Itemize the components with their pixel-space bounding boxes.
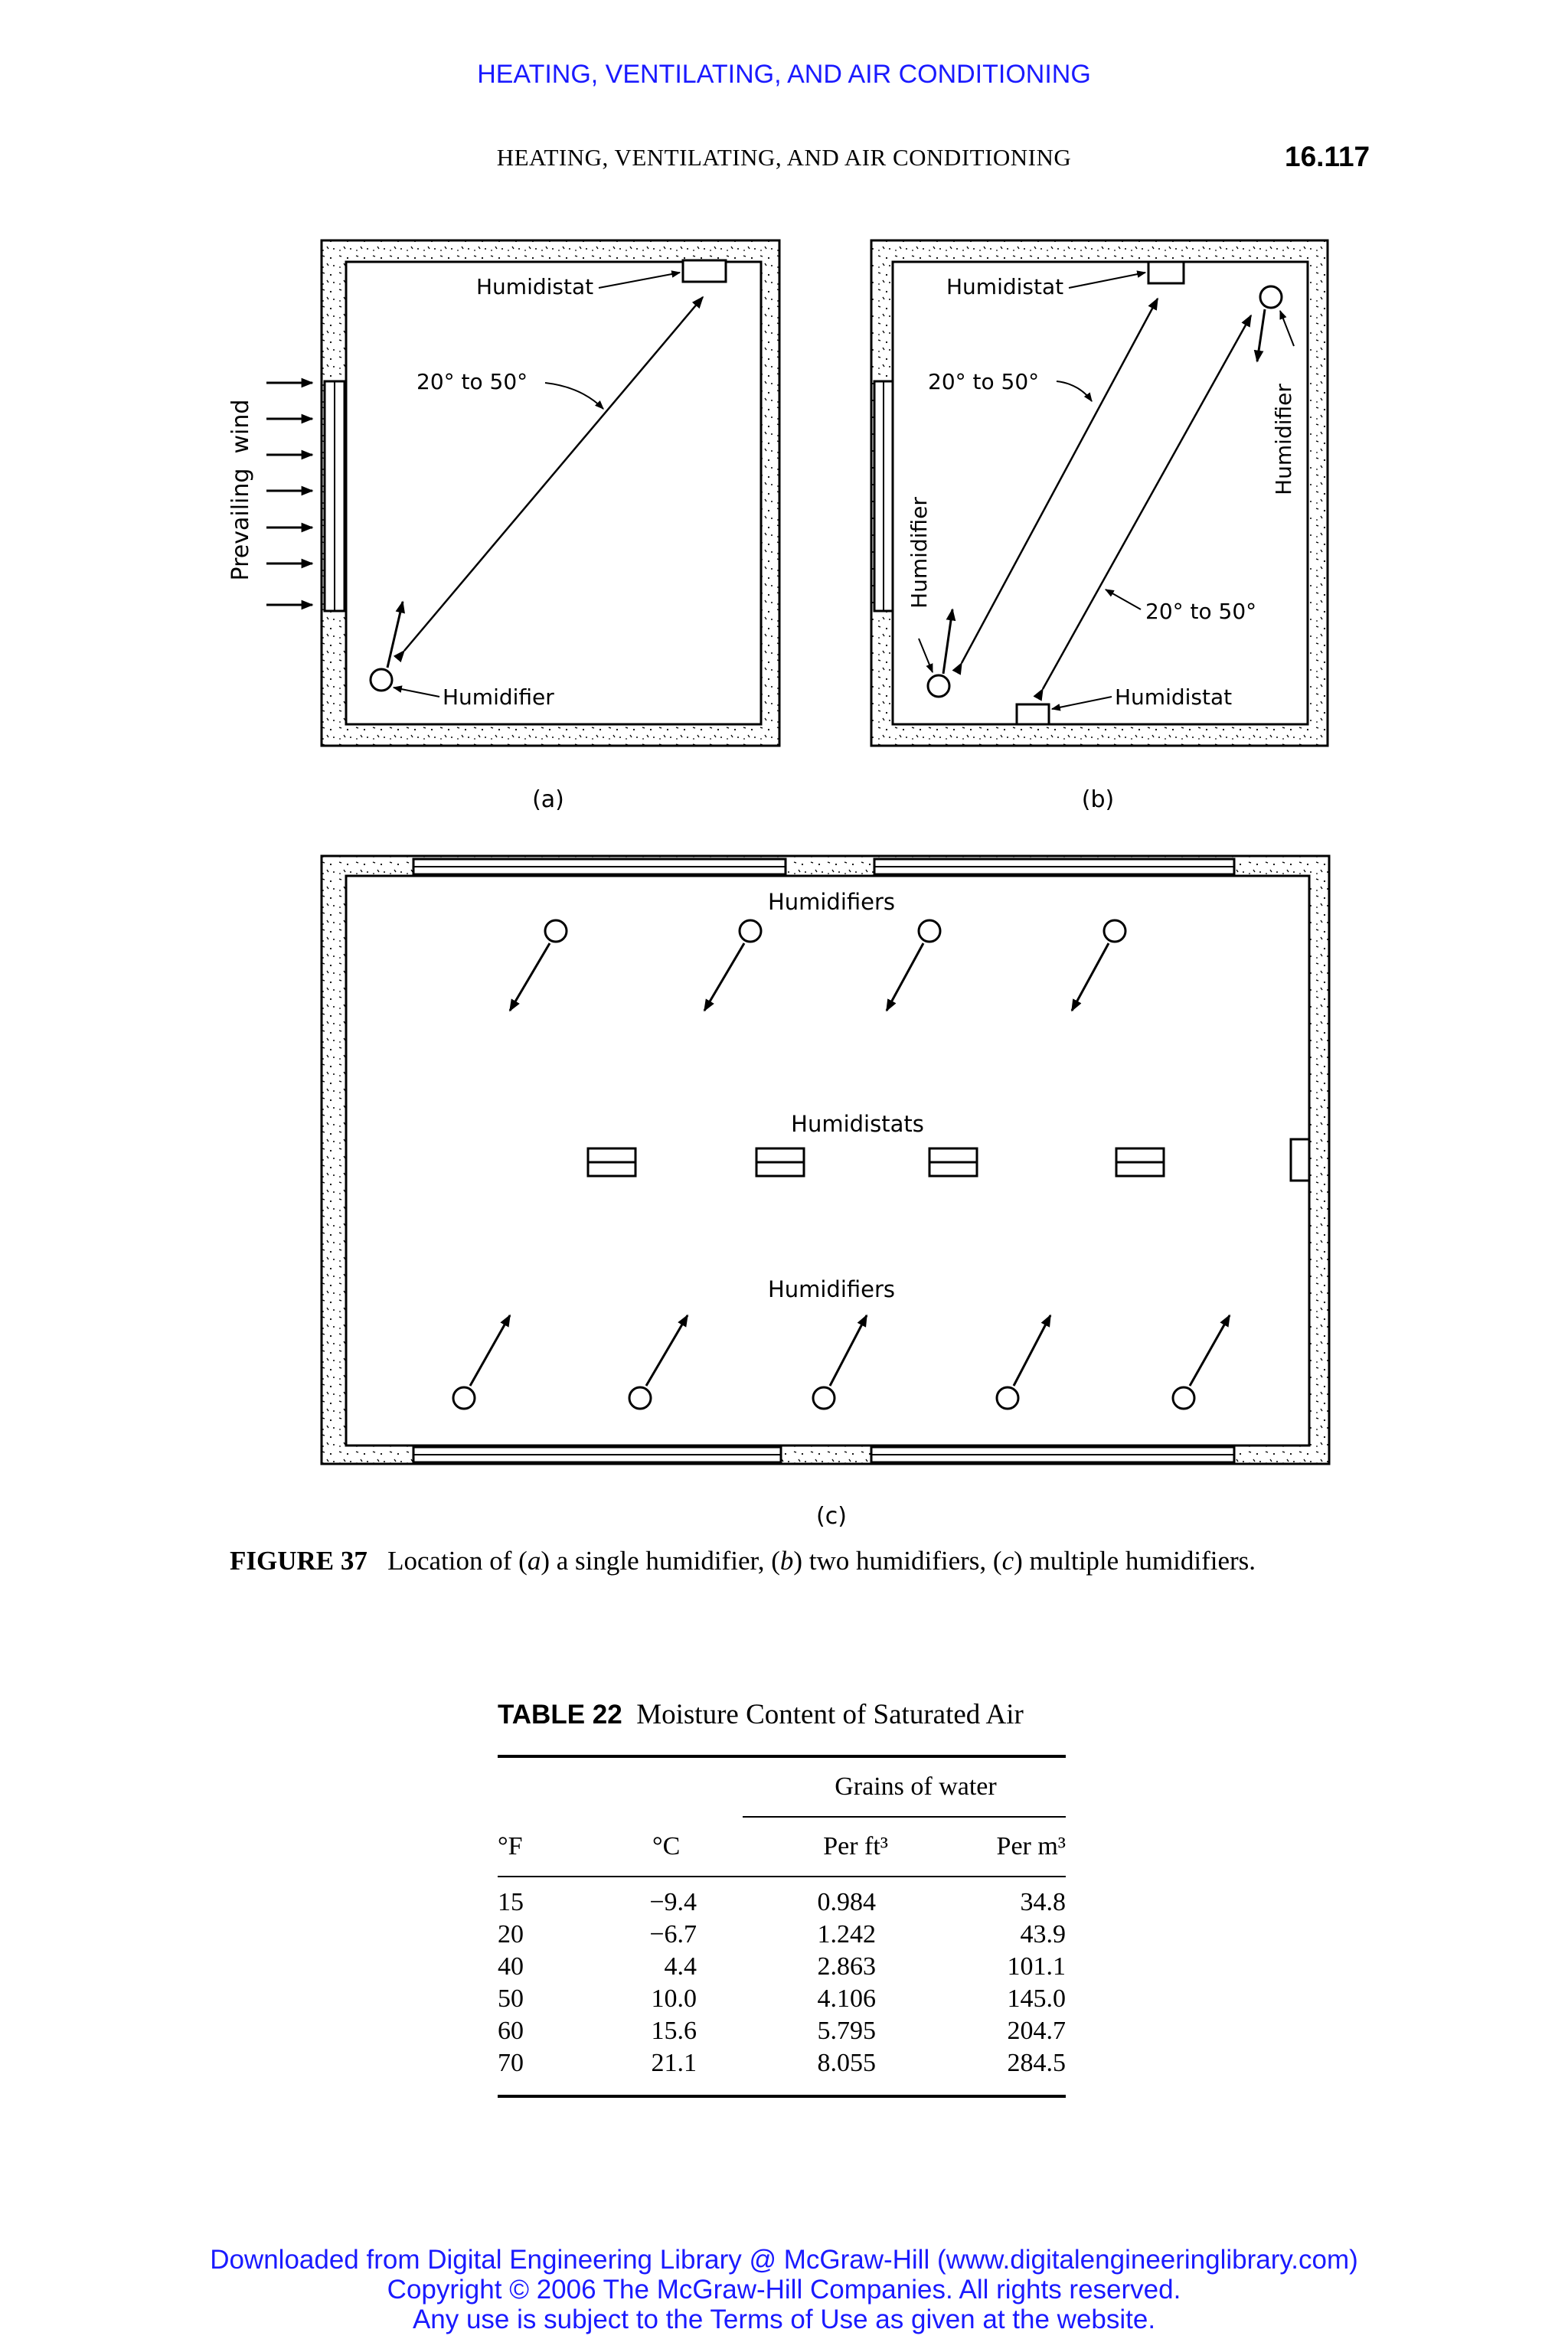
- caption-a: a: [527, 1546, 541, 1576]
- table-row: 15 −9.4 0.984 34.8: [498, 1888, 1066, 1916]
- humidistat-top-label-b: Humidistat: [946, 274, 1064, 299]
- footer-line-2: Copyright © 2006 The McGraw-Hill Companies. All rights reserved.: [387, 2275, 1181, 2305]
- humidifiers-top-label-c: Humidifiers: [767, 889, 896, 915]
- footer[interactable]: [0, 2245, 1568, 2334]
- airflow-line-b-right: [1043, 315, 1251, 689]
- airflow-line-a: [404, 297, 703, 651]
- caption-text-3: ) two humidifiers, (: [793, 1546, 1002, 1576]
- humidifier-a: [371, 669, 392, 691]
- table-row: 60 15.6 5.795 204.7: [498, 2017, 1066, 2045]
- caption-c: c: [1001, 1546, 1014, 1576]
- table-row: 40 4.4 2.863 101.1: [498, 1952, 1066, 1981]
- humidistat-a: [683, 260, 726, 282]
- humidifier-c-bottom-3: [813, 1387, 835, 1409]
- wind-label: Prevailing wind: [227, 399, 254, 581]
- running-head: HEATING, VENTILATING, AND AIR CONDITIONING: [496, 144, 1072, 171]
- humidifier-c-top-2: [740, 920, 761, 942]
- panel-a-letter: (a): [532, 786, 564, 813]
- humidifier-c-bottom-2: [629, 1387, 651, 1409]
- table-bottom-rule: [498, 2095, 1066, 2098]
- panel-b-wall: [871, 240, 1328, 746]
- col-header-f: °F: [498, 1832, 523, 1860]
- panel-b-letter: (b): [1081, 786, 1115, 813]
- table-header-rule: [498, 1876, 1066, 1877]
- panel-c-wall: [322, 856, 1329, 1464]
- panel-b: [871, 240, 1328, 813]
- table-title: [498, 1698, 1066, 1732]
- angle-label-a: 20° to 50°: [416, 369, 528, 394]
- figure-caption: [230, 1545, 1332, 1577]
- airflow-line-b-left: [962, 299, 1158, 663]
- caption-text-1: Location of (: [387, 1546, 528, 1576]
- caption-text-4: ) multiple humidifiers.: [1014, 1546, 1256, 1576]
- humidifiers-bottom-label-c: Humidifiers: [767, 1276, 896, 1302]
- humidistats-label-c: Humidistats: [791, 1111, 924, 1137]
- angle-left-label-b: 20° to 50°: [928, 369, 1040, 394]
- table-row: 20 −6.7 1.242 43.9: [498, 1920, 1066, 1949]
- table-row: 50 10.0 4.106 145.0: [498, 1984, 1066, 2013]
- humidistat-b-top: [1148, 262, 1184, 283]
- col-header-c: °C: [652, 1832, 681, 1860]
- humidifier-b-left: [928, 675, 949, 697]
- footer-line-3[interactable]: Any use is subject to the Terms of Use as given at the website.: [412, 2305, 1156, 2334]
- angle-right-label-b: 20° to 50°: [1145, 599, 1257, 624]
- humidifier-b-right: [1260, 286, 1282, 308]
- humidifier-label-a: Humidifier: [443, 684, 554, 710]
- table-22: [498, 1698, 1066, 2098]
- footer-line-1[interactable]: Downloaded from Digital Engineering Library @ McGraw-Hill (www.digitalengineeringlibrary.com): [210, 2245, 1358, 2275]
- table-number: TABLE 22: [498, 1700, 622, 1730]
- humidifier-c-bottom-1: [453, 1387, 475, 1409]
- panel-a-wall: [322, 240, 779, 746]
- panel-a: [227, 240, 779, 813]
- humidifier-c-top-3: [919, 920, 940, 942]
- moisture-table-body: [498, 1886, 1066, 2079]
- humidifier-c-top-1: [545, 920, 567, 942]
- humidifier-left-label-b: Humidifier: [906, 497, 932, 609]
- moisture-table: [498, 1758, 1066, 1876]
- group-header: Grains of water: [835, 1772, 997, 1801]
- col-header-ft3: Per ft³: [823, 1832, 888, 1860]
- humidistat-bottom-label-b: Humidistat: [1115, 684, 1233, 710]
- panel-c: [322, 856, 1329, 1530]
- caption-text-2: ) a single humidifier, (: [541, 1546, 780, 1576]
- page-number: 16.117: [1285, 141, 1370, 172]
- humidistat-label-a: Humidistat: [476, 274, 594, 299]
- panel-c-windows: [413, 859, 1309, 1462]
- panel-c-letter: (c): [816, 1503, 847, 1530]
- humidifiers-top-row: [510, 920, 1125, 1011]
- humidifier-c-top-4: [1104, 920, 1125, 942]
- humidifier-c-bottom-4: [997, 1387, 1018, 1409]
- table-caption: Moisture Content of Saturated Air: [636, 1699, 1024, 1730]
- humidistats-row: [588, 1148, 1164, 1176]
- table-row: 70 21.1 8.055 284.5: [498, 2049, 1066, 2077]
- header-banner[interactable]: HEATING, VENTILATING, AND AIR CONDITIONING: [477, 60, 1091, 89]
- humidifier-c-bottom-5: [1173, 1387, 1194, 1409]
- humidifiers-bottom-row: [453, 1315, 1230, 1409]
- figure-number: FIGURE 37: [230, 1546, 368, 1576]
- wind-arrows: [266, 383, 312, 605]
- humidifier-right-label-b: Humidifier: [1271, 384, 1296, 495]
- caption-b: b: [779, 1546, 794, 1576]
- col-header-m3: Per m³: [996, 1832, 1066, 1860]
- humidistat-b-bottom: [1017, 704, 1049, 724]
